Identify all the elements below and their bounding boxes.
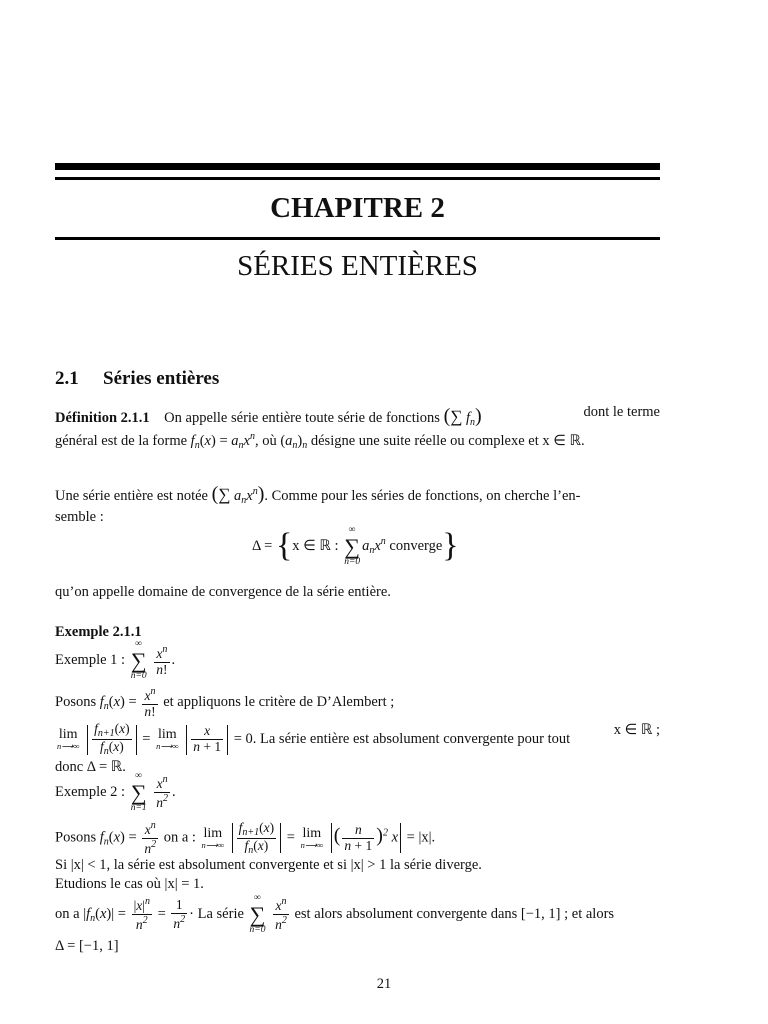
posons-2b: on a : <box>163 829 196 846</box>
chapter-title: SÉRIES ENTIÈRES <box>237 250 478 282</box>
example-heading: Exemple 2.1.1 <box>55 624 142 640</box>
ona-c: est alors absolument convergente dans [−1, 1] ; et alors <box>294 905 615 922</box>
intro-text-1b: . Comme pour les séries de fonctions, on cherche l’en- <box>264 488 581 504</box>
section-number: 2.1 <box>55 368 79 389</box>
fraction: $\frac{x^n}{n!}$ <box>156 643 168 677</box>
etudions-line: Etudions le cas où |x| = 1. <box>55 876 204 892</box>
lim-operator: lim n⟶∞ <box>300 826 324 851</box>
lim-operator: lim n⟶∞ <box>57 727 80 752</box>
si-line: Si |x| < 1, la série est absolument convergente et si |x| > 1 la série diverge. <box>55 857 482 873</box>
final-line: Δ = [−1, 1] <box>55 938 119 954</box>
example-label <box>55 624 142 641</box>
fraction: $\frac{x}{n + 1}$ <box>193 723 222 754</box>
definition-text: On appelle série entière toute série de fonctions <box>164 410 440 426</box>
intro-after: qu’on appelle domaine de convergence de la série entière. <box>55 584 391 600</box>
sum-operator: ∞ ∑ n=0 <box>130 639 147 681</box>
fraction: $\frac{f_{n+1}(x)}{f_n(x)}$ <box>94 721 130 757</box>
chapter-rule-thin <box>55 237 660 240</box>
example-1: Exemple 1 : ∞ ∑ n=0 $\frac{x^n}{n!}$ . <box>55 639 176 681</box>
set-tail: converge <box>389 537 443 554</box>
fraction: $\frac{x^n}{n^2}$ <box>156 774 168 810</box>
donc-line: donc Δ = ℝ. <box>55 759 126 775</box>
definition-text-2b: , où <box>254 433 277 449</box>
chapter-rule-thick <box>55 163 660 170</box>
definition-line-1: Définition 2.1.1 On appelle série entière toute série de fonctions (∑ $f_n$) dont le terme <box>55 404 660 428</box>
definition-line-2: général est de la forme $f_n(x) = a_nx^n$, où $(a_n)_n$ désigne une suite réelle ou complexe et x ∈ ℝ. <box>55 431 585 451</box>
example-2-label: Exemple 2 : <box>55 783 126 800</box>
sum-operator: ∞ ∑ n=0 <box>344 525 361 567</box>
set-condition: x ∈ ℝ : <box>292 537 339 554</box>
fraction: $\frac{x^n}{n!}$ <box>144 686 156 719</box>
intro-line-2: semble : <box>55 509 104 525</box>
posons-1a: Posons <box>55 694 97 711</box>
fraction: $\frac{1}{n^2}$ <box>173 896 186 931</box>
limit-1-end: x ∈ ℝ ; <box>613 722 660 738</box>
series-sum-fn: ( <box>443 405 451 427</box>
example-2: Exemple 2 : ∞ ∑ n=1 $\frac{x^n}{n^2}$ . <box>55 771 176 813</box>
intro-line-1: Une série entière est notée (∑ $a_nx^n$). Comme pour les séries de fonctions, on cherche l’en- <box>55 483 581 506</box>
section-heading <box>55 368 219 390</box>
lim-operator: lim n⟶∞ <box>156 727 179 752</box>
convergence-domain-formula: Δ = {x ∈ ℝ : ∞ ∑ n=0 $a_nx^n$ converge} <box>252 525 459 567</box>
ona-line: on a $|f_n(x)|$ = $\frac{|x|^n}{n^2}$ = $\frac{1}{n^2}$ · La série ∞ ∑ n=0 $\frac{x^n}{n^2}$ est alors absolument convergente dans [−1, 1] ; et alors <box>55 893 615 935</box>
posons-1: Posons $f_n(x)$ = $\frac{x^n}{n!}$ et appliquons le critère de D’Alembert ; <box>55 686 395 719</box>
definition-text-2c: désigne une suite réelle ou complexe et <box>310 433 539 449</box>
chapter-rule-medium <box>55 177 660 180</box>
intro-text-1a: Une série entière est notée <box>55 488 208 504</box>
definition-tail: dont le terme <box>583 404 660 420</box>
lim-operator: lim n⟶∞ <box>201 826 225 851</box>
limit-1-tail: = 0. La série entière est absolument convergente pour tout <box>233 730 571 747</box>
page-number: 21 <box>376 976 392 992</box>
posons-2: Posons $f_n(x)$ = $\frac{x^n}{n^2}$ on a : lim n⟶∞ $\frac{f_{n+1}(x)}{f_n(x)}$ = lim n⟶∞ ( $\frac{n}{n + 1}$ )$^2$ x = |x|. <box>55 819 436 856</box>
ona-a: on a <box>55 905 80 922</box>
posons-2a: Posons <box>55 829 97 846</box>
posons-2-end: = |x|. <box>406 829 436 846</box>
limit-line-1: lim n⟶∞ $\frac{f_{n+1}(x)}{f_n(x)}$ = lim n⟶∞ $\frac{x}{n + 1}$ = 0. La série entière est absolument convergente pour tout x ∈ ℝ ; <box>57 721 660 757</box>
sum-operator: ∞ ∑ n=1 <box>130 771 147 813</box>
example-1-label: Exemple 1 : <box>55 651 126 668</box>
posons-1b: et appliquons le critère de D’Alembert ; <box>163 694 395 711</box>
chapter-label: CHAPITRE 2 <box>270 192 445 224</box>
ona-b: · La série <box>189 905 244 922</box>
fraction: $\frac{x^n}{n^2}$ <box>144 820 157 856</box>
definition-text-2a: général est de la forme <box>55 433 188 449</box>
definition-text-2d: x ∈ ℝ. <box>542 433 585 449</box>
fraction: $\frac{|x|^n}{n^2}$ <box>133 896 150 932</box>
section-title: Séries entières <box>103 368 220 389</box>
definition-label: Définition 2.1.1 <box>55 410 150 426</box>
fraction: $\frac{x^n}{n^2}$ <box>275 896 287 932</box>
delta-equals: Δ = <box>252 537 273 554</box>
sum-operator: ∞ ∑ n=0 <box>249 893 266 935</box>
fraction: $\frac{n}{n + 1}$ <box>344 822 373 853</box>
fraction: $\frac{f_{n+1}(x)}{f_n(x)}$ <box>238 819 275 856</box>
